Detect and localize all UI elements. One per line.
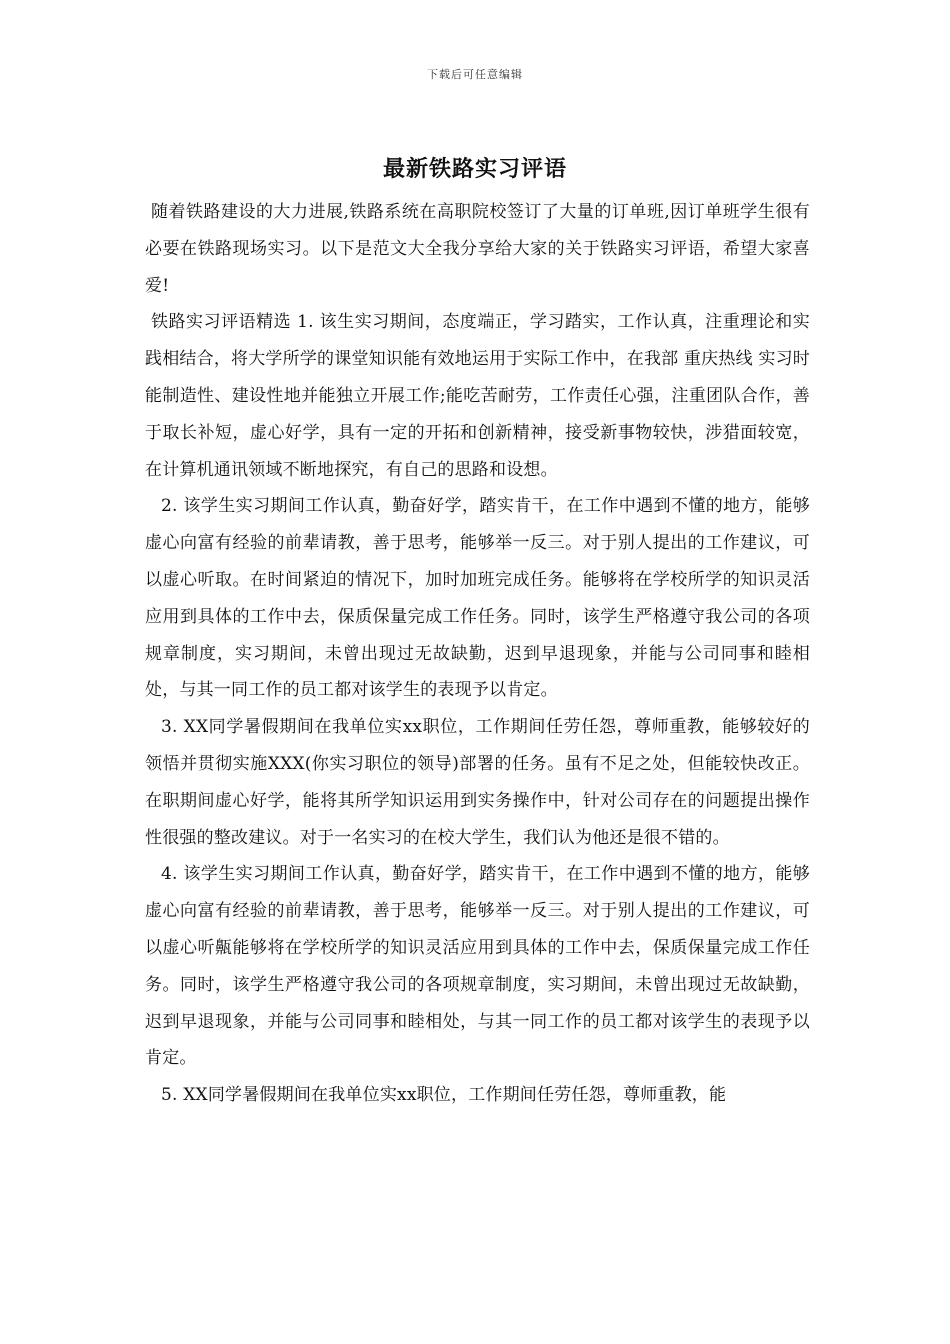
- comment-paragraph-1: 铁路实习评语精选 1. 该生实习期间，态度端正，学习踏实，工作认真，注重理论和实践相结合，将大学所学的课堂知识能有效地运用于实际工作中，在我部 重庆热线 实习时能制造性、建设性地并能独立开展工作;能吃苦耐劳，工作责任心强，注重团队合作，善于取长补短，虚心好学，具有一定的开拓和创新精神，接受新事物较快，涉猎面较宽，在计算机通讯领域不断地探究，有自己的思路和设想。: [145, 312, 810, 480]
- document-title: 最新铁路实习评语: [382, 156, 567, 182]
- header-note: 下载后可任意编辑: [427, 68, 523, 81]
- comment-paragraph-3: 3. XX同学暑假期间在我单位实xx职位，工作期间任劳任怨，尊师重教，能够较好的领悟并贯彻实施XXX(你实习职位的领导)部署的任务。虽有不足之处，但能较快改正。在职期间虚心好学，能将其所学知识运用到实务操作中，针对公司存在的问题提出操作性很强的整改建议。对于一名实习的在校大学生，我们认为他还是很不错的。: [145, 717, 810, 848]
- intro-paragraph: 随着铁路建设的大力进展,铁路系统在高职院校签订了大量的订单班,因订单班学生很有必要在铁路现场实习。以下是范文大全我分享给大家的关于铁路实习评语，希望大家喜爱!: [145, 202, 810, 296]
- document-body: [145, 194, 810, 1114]
- comment-paragraph-2: 2. 该学生实习期间工作认真，勤奋好学，踏实肯干，在工作中遇到不懂的地方，能够虚心向富有经验的前辈请教，善于思考，能够举一反三。对于别人提出的工作建议，可以虚心听取。在时间紧迫的情况下，加时加班完成任务。能够将在学校所学的知识灵活应用到具体的工作中去，保质保量完成工作任务。同时，该学生严格遵守我公司的各项规章制度，实习期间，未曾出现过无故缺勤，迟到早退现象，并能与公司同事和睦相处，与其一同工作的员工都对该学生的表现予以肯定。: [145, 496, 810, 701]
- comment-paragraph-4: 4. 该学生实习期间工作认真，勤奋好学，踏实肯干，在工作中遇到不懂的地方，能够虚心向富有经验的前辈请教，善于思考，能够举一反三。对于别人提出的工作建议，可以虚心听齀能够将在学校所学的知识灵活应用到具体的工作中去，保质保量完成工作任务。同时，该学生严格遵守我公司的各项规章制度，实习期间，未曾出现过无故缺勤，迟到早退现象，并能与公司同事和睦相处，与其一同工作的员工都对该学生的表现予以肯定。: [145, 864, 810, 1069]
- comment-paragraph-5: 5. XX同学暑假期间在我单位实xx职位，工作期间任劳任怨，尊师重教，能: [161, 1085, 727, 1106]
